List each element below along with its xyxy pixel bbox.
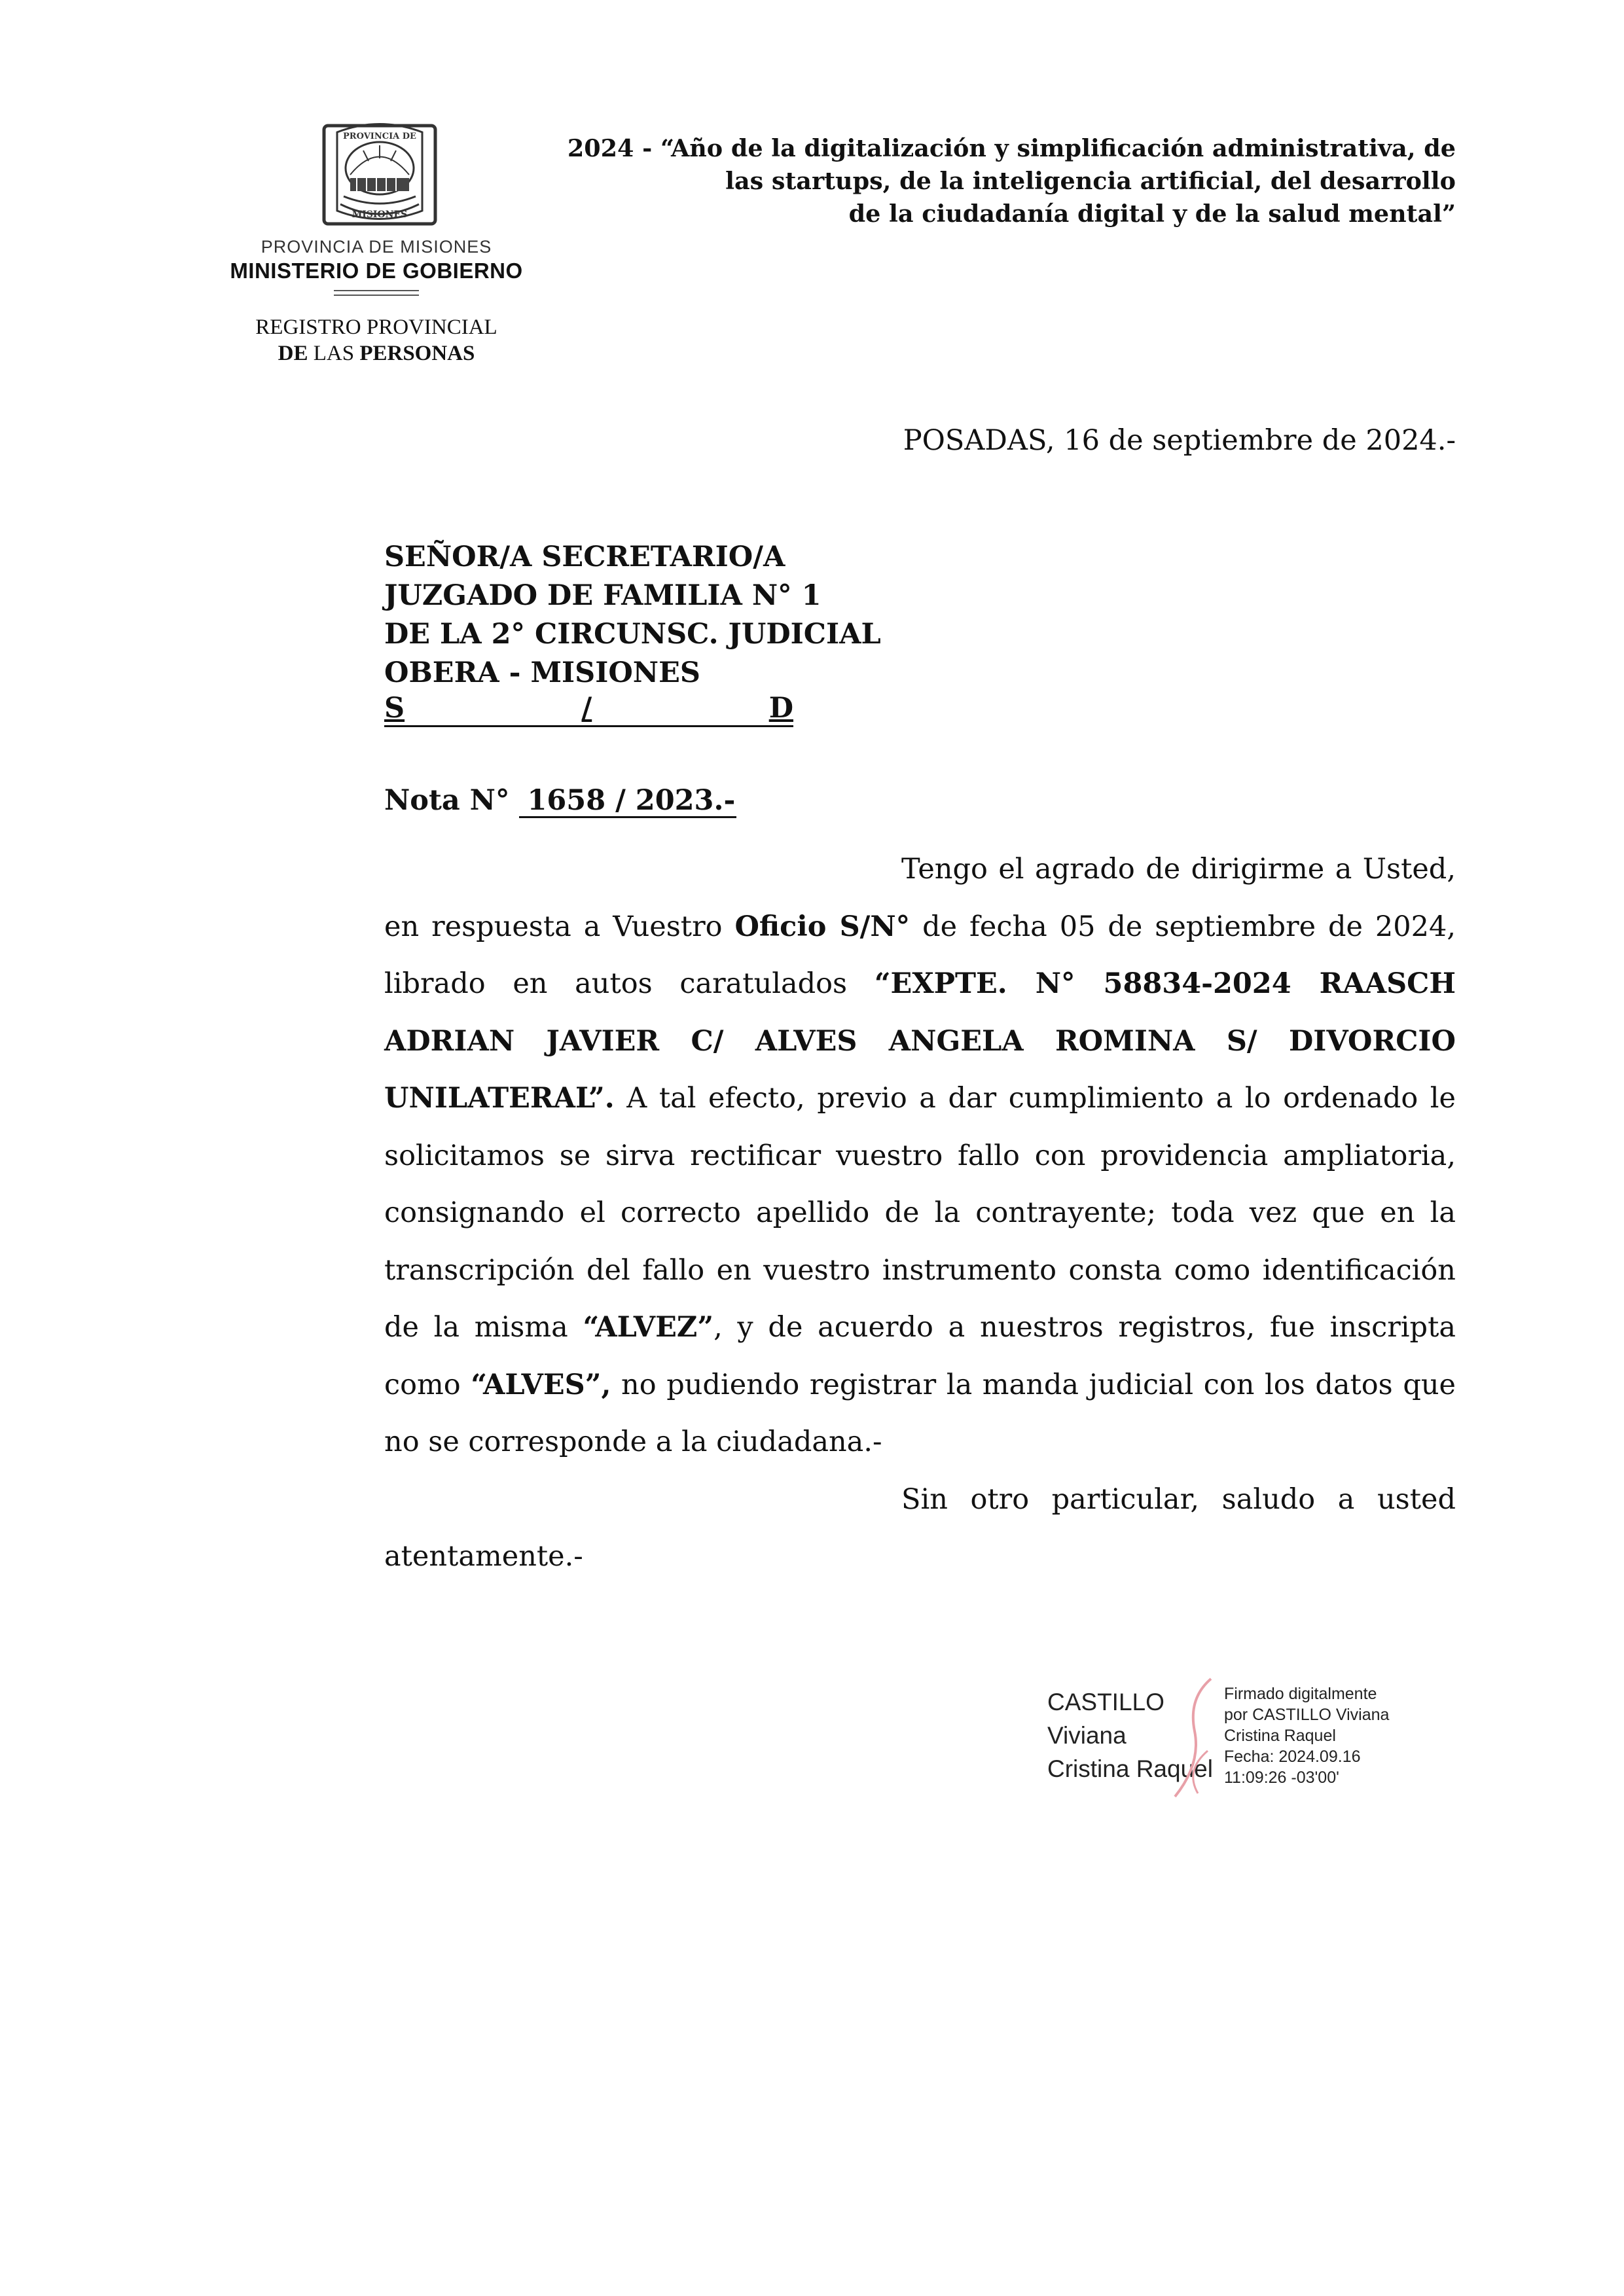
body-text: no pudiendo registrar la manda judicial con los datos que no se corresponde a la ciudadana.- (384, 1368, 1456, 1458)
motto-line2: las startups, de la inteligencia artificial, del desarrollo (725, 167, 1456, 195)
surname-alves: “ALVES”, (471, 1368, 611, 1401)
digital-line3: Cristina Raquel (1224, 1727, 1336, 1745)
body-paragraph-1 (384, 841, 1456, 1471)
body-text: Tengo el agrado de dirigirme a Usted, en respuesta a Vuestro (384, 853, 1456, 943)
addressee-line2: JUZGADO DE FAMILIA N° 1 (384, 579, 821, 612)
digital-line4: Fecha: 2024.09.16 (1224, 1748, 1361, 1766)
registry-block (226, 314, 527, 367)
oficio-ref: Oficio S/N° (734, 910, 911, 943)
seal-emblem-icon (317, 113, 442, 237)
signer-name-line2: Viviana (1047, 1722, 1127, 1749)
provincial-seal (317, 113, 442, 237)
note-value: 1658 / 2023.- (519, 785, 736, 818)
seal-text-top: PROVINCIA DE (343, 132, 416, 141)
registry-line1: REGISTRO PROVINCIAL (255, 315, 497, 339)
registry-de: DE (278, 342, 308, 365)
motto-line3: de la ciudadanía digital y de la salud mental” (848, 200, 1456, 228)
signature-mark (1149, 1672, 1227, 1803)
addressee-block (384, 538, 881, 727)
note-number (384, 784, 736, 818)
surname-alvez: “ALVEZ” (583, 1311, 714, 1344)
sd-s: S (384, 692, 405, 725)
body-text: A tal efecto, previo a dar cumplimiento a lo ordenado le solicitamos se sirva rectificar vuestro fallo con providencia ampliatoria, consignando el correcto apellido de la contrayente; toda vez que en la transcripción del fallo en vuestro instrumento consta como identificación de la misma (384, 1082, 1456, 1344)
signer-name-line1: CASTILLO (1047, 1689, 1164, 1715)
ministry-block (226, 237, 527, 296)
digital-signature-info (1224, 1683, 1389, 1788)
case-title: “EXPTE. N° 58834-2024 RAASCH ADRIAN JAVIER C/ ALVES ANGELA ROMINA S/ DIVORCIO UNILATERAL”. (384, 967, 1456, 1115)
sd-line (384, 692, 793, 727)
addressee-line4: OBERA - MISIONES (384, 656, 700, 689)
body-text: , y de acuerdo a nuestros registros, fue inscripta como (384, 1311, 1456, 1401)
registry-las: LAS (308, 342, 360, 365)
digital-line1: Firmado digitalmente (1224, 1685, 1377, 1703)
note-label: Nota N° (384, 784, 520, 817)
signature-stroke-icon (1149, 1672, 1227, 1803)
province-name: PROVINCIA DE MISIONES (261, 237, 492, 257)
signer-name-line3: Cristina Raquel (1047, 1755, 1213, 1782)
digital-line5: 11:09:26 -03'00' (1224, 1768, 1339, 1787)
registry-personas: PERSONAS (359, 342, 475, 365)
ministry-underline (334, 290, 419, 296)
motto-line1: 2024 - “Año de la digitalización y simplificación administrativa, de (567, 134, 1456, 162)
body-text: de fecha 05 de septiembre de 2024, librado en autos caratulados (384, 910, 1456, 1000)
closing-paragraph: Sin otro particular, saludo a usted atentamente.- (384, 1482, 1456, 1573)
sd-d: D (768, 692, 793, 725)
registry-line2 (226, 340, 527, 367)
sd-slash: / (581, 692, 592, 725)
seal-text-bottom: MISIONES (352, 209, 408, 220)
addressee-line3: DE LA 2° CIRCUNSC. JUDICIAL (384, 618, 881, 651)
digital-line2: por CASTILLO Viviana (1224, 1706, 1390, 1724)
ministry-name: MINISTERIO DE GOBIERNO (230, 259, 523, 283)
place-date: POSADAS, 16 de septiembre de 2024.- (903, 424, 1456, 457)
year-motto (497, 132, 1456, 230)
letter-body (384, 841, 1456, 1586)
addressee-line1: SEÑOR/A SECRETARIO/A (384, 541, 785, 573)
